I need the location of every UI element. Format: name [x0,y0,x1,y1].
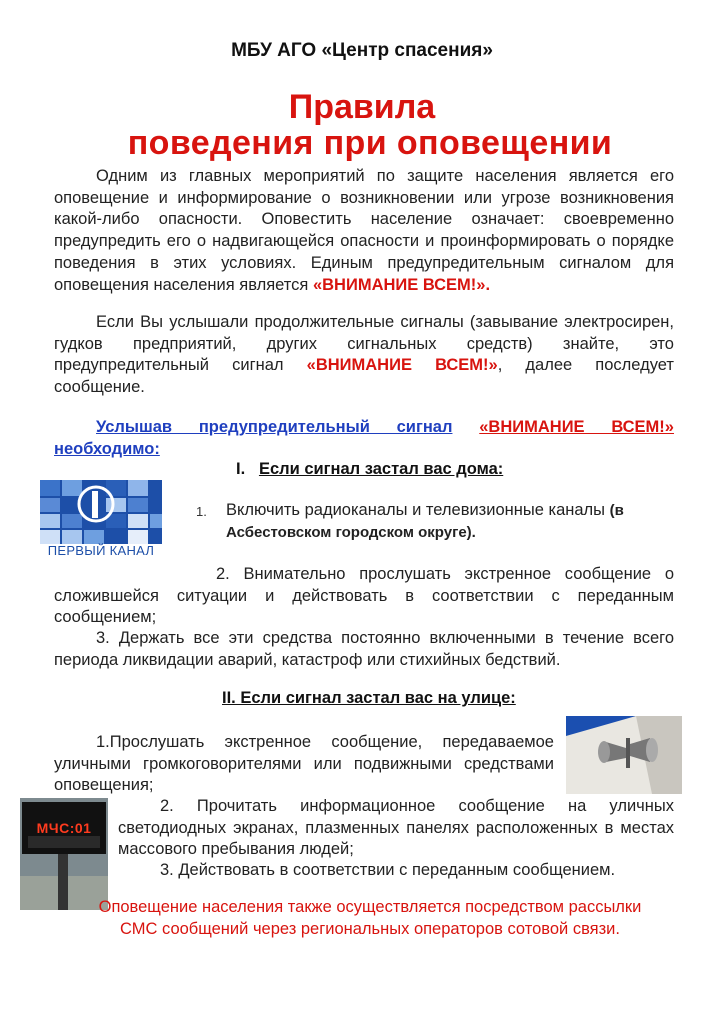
section-1-heading [236,460,503,479]
section-1-title: Если сигнал застал вас дома: [258,460,504,478]
required-lead: Услышав предупредительный сигнал [96,418,453,436]
led-screen-photo [20,798,108,910]
list-item-text: Включить радиоканалы и телевизионные каналы [226,501,606,519]
loudspeaker-icon [566,716,682,794]
channel-one-logo [40,480,162,562]
loudspeaker-photo [566,716,682,794]
required-actions-heading [54,417,674,460]
list-item-number: 1. [196,504,207,519]
led-screen-graphic [20,798,108,910]
section-2-title: II. Если сигнал застал вас на улице: [222,689,516,707]
list-item: 2. Внимательно прослушать экстренное сообщение о сложившейся ситуации и действовать в соответствии с переданным сообщением; [54,565,674,627]
list-item: 2. Прочитать информационное сообщение на уличных светодиодных экранах, плазменных панелях расположенных в местах массового пребывания людей; [118,797,674,859]
list-item: 1.Прослушать экстренное сообщение, передаваемое уличными громкоговорителями или подвижными средствами оповещения; [54,733,554,795]
sms-notice: Оповещение населения также осуществляется посредством рассылки СМС сообщений через региональных операторов сотовой связи. [98,898,642,938]
list-item: 3. Действовать в соответствии с переданным сообщением. [160,861,616,879]
intro-paragraph-2 [54,312,674,399]
intro-paragraph-1 [54,166,674,296]
intro-paragraph-1-text: Одним из главных мероприятий по защите населения является его оповещение и информирование о возникновении или угрозе возникновения какой-либо опасности. Оповестить население означает: своевременно предупредить его о надвигающейся опасности и проинформировать о порядке поведения в этих условиях. Единым предупредительным сигналом для оповещения населения является [54,167,674,294]
intro-paragraph-2-text: Если Вы услышали продолжительные сигналы (завывание электросирен, гудков предприятий, других сигнальных средств) знайте, это предупредительный сигнал [54,313,674,375]
list-item-extra: (в Асбестовском городском округе). [226,502,624,541]
intro-paragraph-2-tail: , далее последует сообщение. [54,356,674,397]
signal-highlight: «ВНИМАНИЕ ВСЕМ!». [312,275,491,294]
required-tail: необходимо: [54,439,160,458]
led-screen-text: МЧС:01 [36,820,92,836]
signal-highlight: «ВНИМАНИЕ ВСЕМ!» [479,418,674,436]
list-item [226,500,676,543]
page-title-line-1: Правила [288,88,436,126]
page-title-line-2: поведения при оповещении [127,124,613,162]
signal-highlight: «ВНИМАНИЕ ВСЕМ!» [306,356,498,375]
section-1-numeral: I. [236,460,246,478]
section-2-heading [222,689,516,708]
organization-title: МБУ АГО «Центр спасения» [231,40,493,61]
channel-one-logo-text: ПЕРВЫЙ КАНАЛ [47,543,155,558]
list-item: 3. Держать все эти средства постоянно включенными в течение всего периода ликвидации аварий, катастроф или стихийных бедствий. [54,629,674,669]
